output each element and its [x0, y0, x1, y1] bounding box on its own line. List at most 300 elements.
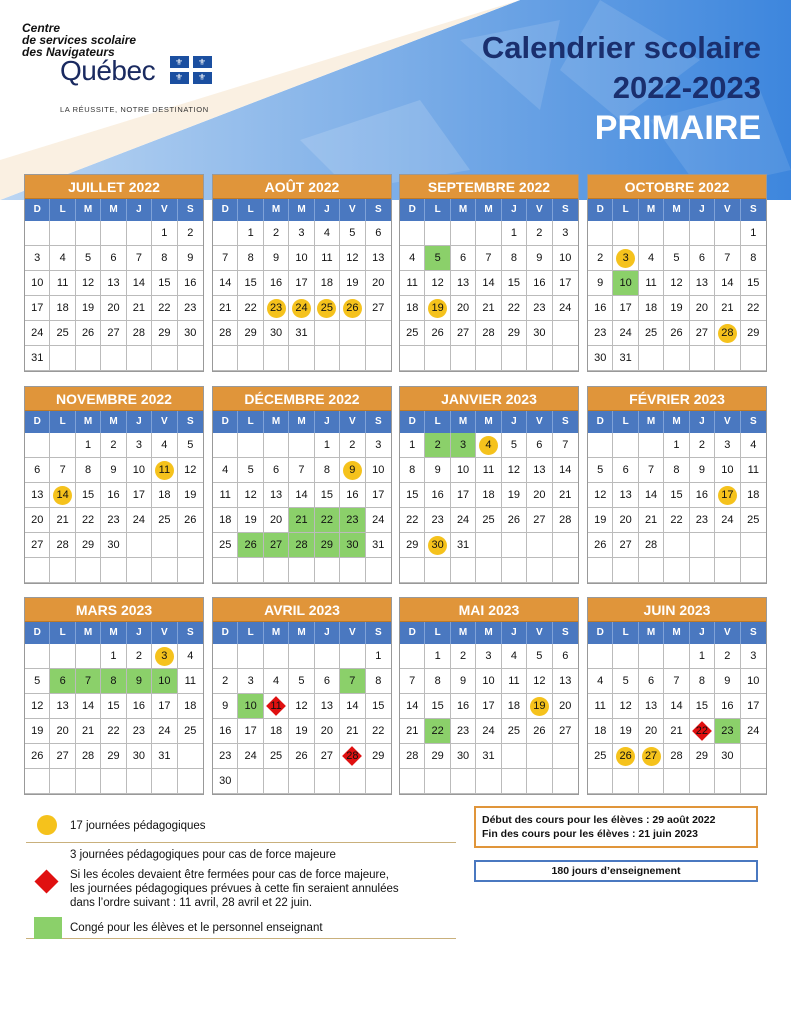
day-cell — [340, 271, 365, 296]
day-number: 7 — [724, 252, 731, 264]
day-cell — [588, 296, 613, 321]
day-number: 5 — [673, 252, 680, 264]
day-number: 25 — [507, 725, 521, 737]
day-cell — [366, 483, 391, 508]
day-number: 2 — [187, 227, 194, 239]
weekday-label: J — [315, 411, 340, 433]
weekday-label: V — [527, 199, 552, 221]
day-cell — [400, 321, 425, 346]
day-number: 18 — [269, 725, 283, 737]
empty-cell — [425, 221, 450, 246]
day-number: 4 — [597, 675, 604, 687]
day-number: 24 — [158, 725, 171, 737]
weekday-label: M — [101, 199, 126, 221]
empty-cell — [451, 346, 476, 371]
day-number: 9 — [187, 252, 194, 264]
day-cell — [178, 694, 203, 719]
day-cell — [588, 458, 613, 483]
empty-cell — [238, 558, 263, 583]
empty-cell — [613, 769, 638, 794]
day-cell — [289, 719, 314, 744]
day-cell — [400, 508, 425, 533]
day-number: 29 — [372, 750, 385, 762]
empty-cell — [25, 769, 50, 794]
day-number: 7 — [349, 675, 356, 687]
day-cell — [101, 508, 126, 533]
day-number: 4 — [648, 252, 655, 264]
day-cell — [50, 669, 75, 694]
day-grid — [400, 644, 578, 794]
empty-cell — [25, 558, 50, 583]
day-number: 31 — [456, 539, 470, 551]
day-number: 6 — [323, 675, 330, 687]
day-cell — [588, 246, 613, 271]
day-number: 4 — [161, 439, 168, 451]
weekday-label: L — [613, 199, 638, 221]
day-cell — [715, 508, 740, 533]
day-cell — [25, 694, 50, 719]
day-number: 20 — [456, 302, 470, 314]
day-number: 22 — [695, 725, 709, 737]
month-calendar — [24, 597, 204, 795]
day-number: 17 — [31, 302, 44, 314]
start-date: Début des cours pour les élèves : 29 août 2022 — [482, 814, 716, 826]
day-number: 30 — [346, 539, 359, 551]
day-cell — [213, 533, 238, 558]
day-number: 20 — [107, 302, 120, 314]
day-cell — [25, 533, 50, 558]
day-cell — [715, 669, 740, 694]
day-cell — [50, 719, 75, 744]
day-cell — [101, 744, 126, 769]
day-cell — [588, 719, 613, 744]
day-cell — [178, 508, 203, 533]
day-number: 24 — [721, 514, 734, 526]
empty-cell — [664, 644, 689, 669]
day-cell — [289, 483, 314, 508]
day-cell — [425, 694, 450, 719]
day-cell — [152, 433, 177, 458]
day-cell — [425, 271, 450, 296]
day-cell — [476, 271, 501, 296]
day-number: 16 — [107, 489, 120, 501]
month-title: AVRIL 2023 — [213, 598, 391, 622]
day-number: 7 — [59, 464, 66, 476]
day-number: 21 — [346, 725, 359, 737]
weekday-label: V — [715, 622, 740, 644]
day-cell — [127, 246, 152, 271]
day-cell — [101, 669, 126, 694]
day-number: 1 — [750, 227, 757, 239]
title-line-2: 2022-2023 — [612, 70, 761, 105]
day-number: 14 — [559, 464, 572, 476]
day-number: 30 — [107, 539, 120, 551]
day-number: 11 — [406, 277, 418, 289]
month-calendar — [587, 174, 767, 372]
weekday-label: J — [502, 199, 527, 221]
day-cell — [50, 321, 75, 346]
title-line-3: PRIMAIRE — [594, 109, 761, 147]
day-number: 21 — [406, 725, 419, 737]
day-number: 26 — [507, 514, 521, 526]
empty-cell — [238, 769, 263, 794]
weekday-label: S — [749, 627, 757, 638]
day-cell — [152, 694, 177, 719]
day-cell — [588, 669, 613, 694]
day-cell — [238, 246, 263, 271]
empty-cell — [553, 533, 578, 558]
day-cell — [152, 221, 177, 246]
day-cell — [400, 719, 425, 744]
day-cell — [664, 433, 689, 458]
day-number: 10 — [482, 675, 495, 687]
day-number: 1 — [110, 650, 117, 662]
empty-cell — [639, 433, 664, 458]
day-number: 5 — [510, 439, 517, 451]
day-cell — [553, 458, 578, 483]
day-cell — [101, 694, 126, 719]
weekday-label: L — [425, 622, 450, 644]
month-calendar — [212, 597, 392, 795]
day-cell — [741, 433, 766, 458]
day-number: 22 — [81, 514, 95, 526]
day-number: 13 — [644, 700, 658, 712]
day-cell — [238, 321, 263, 346]
day-cell — [289, 458, 314, 483]
day-number: 12 — [244, 489, 257, 501]
day-cell — [315, 483, 340, 508]
weekday-label: D — [400, 199, 425, 221]
day-number: 11 — [508, 675, 520, 687]
weekday-label: V — [715, 199, 740, 221]
empty-cell — [340, 644, 365, 669]
day-number: 5 — [536, 650, 543, 662]
day-cell — [588, 744, 613, 769]
day-cell — [400, 744, 425, 769]
month-title: NOVEMBRE 2022 — [25, 387, 203, 411]
day-cell — [366, 669, 391, 694]
day-number: 22 — [372, 725, 385, 737]
empty-cell — [315, 769, 340, 794]
day-cell — [366, 433, 391, 458]
day-number: 26 — [619, 750, 632, 762]
empty-cell — [613, 221, 638, 246]
day-number: 11 — [158, 464, 171, 476]
day-number: 5 — [434, 252, 441, 264]
day-number: 14 — [482, 277, 495, 289]
day-cell — [340, 719, 365, 744]
day-number: 18 — [747, 489, 760, 501]
weekday-label: S — [374, 204, 382, 215]
day-cell — [741, 296, 766, 321]
weekday-label: M — [289, 199, 314, 221]
day-number: 14 — [346, 700, 359, 712]
day-cell — [502, 694, 527, 719]
day-cell — [315, 433, 340, 458]
day-cell — [476, 669, 501, 694]
day-number: 19 — [184, 489, 197, 501]
day-number: 20 — [320, 725, 334, 737]
day-cell — [613, 346, 638, 371]
day-cell — [613, 271, 638, 296]
day-number: 25 — [219, 539, 232, 551]
day-cell — [527, 271, 552, 296]
day-cell — [502, 221, 527, 246]
day-number: 26 — [346, 302, 359, 314]
day-number: 6 — [648, 675, 655, 687]
day-number: 10 — [456, 464, 470, 476]
day-number: 12 — [81, 277, 95, 289]
day-cell — [25, 321, 50, 346]
day-number: 26 — [81, 327, 95, 339]
day-cell — [152, 246, 177, 271]
empty-cell — [476, 558, 501, 583]
day-number: 8 — [247, 252, 254, 264]
day-cell — [264, 744, 289, 769]
empty-cell — [264, 346, 289, 371]
weekday-label: S — [374, 416, 382, 427]
day-cell — [213, 719, 238, 744]
day-number: 22 — [670, 514, 683, 526]
day-number: 23 — [721, 725, 734, 737]
day-number: 17 — [244, 725, 257, 737]
day-number: 7 — [409, 675, 416, 687]
day-number: 9 — [135, 675, 142, 687]
empty-cell — [741, 769, 766, 794]
day-number: 28 — [559, 514, 572, 526]
day-cell — [425, 508, 450, 533]
empty-cell — [289, 769, 314, 794]
day-cell — [238, 508, 263, 533]
empty-cell — [664, 533, 689, 558]
day-cell — [76, 744, 101, 769]
day-grid — [25, 644, 203, 794]
day-cell — [76, 483, 101, 508]
day-number: 16 — [456, 700, 470, 712]
day-cell — [527, 669, 552, 694]
empty-cell — [238, 346, 263, 371]
day-cell — [264, 221, 289, 246]
empty-cell — [639, 769, 664, 794]
day-number: 15 — [107, 700, 120, 712]
day-number: 17 — [132, 489, 146, 501]
day-cell — [152, 483, 177, 508]
weekday-label: D — [213, 622, 238, 644]
day-cell — [178, 296, 203, 321]
weekday-label: V — [715, 411, 740, 433]
day-cell — [664, 321, 689, 346]
day-cell — [553, 719, 578, 744]
empty-cell — [715, 558, 740, 583]
empty-cell — [425, 769, 450, 794]
day-number: 6 — [59, 675, 66, 687]
weekday-label: L — [50, 622, 75, 644]
logo-line-3: des Navigateurs — [22, 45, 115, 59]
weekday-label: M — [101, 622, 126, 644]
empty-cell — [76, 346, 101, 371]
day-cell — [476, 433, 501, 458]
day-number: 6 — [562, 650, 569, 662]
day-number: 14 — [406, 700, 419, 712]
empty-cell — [527, 769, 552, 794]
weekday-label: D — [588, 411, 613, 433]
day-cell — [690, 458, 715, 483]
day-number: 1 — [323, 439, 330, 451]
empty-cell — [340, 558, 365, 583]
day-cell — [588, 321, 613, 346]
month-calendar — [399, 386, 579, 584]
day-cell — [741, 644, 766, 669]
empty-cell — [741, 346, 766, 371]
day-number: 12 — [184, 464, 197, 476]
empty-cell — [152, 533, 177, 558]
day-cell — [178, 221, 203, 246]
weekday-label: D — [588, 622, 613, 644]
day-cell — [238, 669, 263, 694]
day-number: 30 — [594, 352, 607, 364]
weekday-label: S — [749, 204, 757, 215]
day-cell — [50, 483, 75, 508]
empty-cell — [639, 644, 664, 669]
empty-cell — [690, 769, 715, 794]
day-cell — [451, 744, 476, 769]
day-cell — [76, 433, 101, 458]
day-cell — [476, 744, 501, 769]
day-cell — [264, 246, 289, 271]
weekday-label: L — [613, 622, 638, 644]
empty-cell — [76, 644, 101, 669]
day-number: 23 — [695, 514, 709, 526]
month-title: MAI 2023 — [400, 598, 578, 622]
day-cell — [238, 271, 263, 296]
day-cell — [400, 669, 425, 694]
day-number: 10 — [132, 464, 146, 476]
day-cell — [400, 246, 425, 271]
weekday-label: J — [127, 199, 152, 221]
day-number: 9 — [698, 464, 705, 476]
day-cell — [340, 433, 365, 458]
day-number: 31 — [158, 750, 171, 762]
day-number: 29 — [158, 327, 171, 339]
day-number: 27 — [320, 750, 334, 762]
day-number: 28 — [81, 750, 95, 762]
day-cell — [178, 458, 203, 483]
day-number: 31 — [372, 539, 385, 551]
day-cell — [502, 458, 527, 483]
day-cell — [264, 533, 289, 558]
weekday-header — [25, 199, 203, 221]
weekday-label: L — [238, 411, 263, 433]
weekday-header — [588, 622, 766, 644]
day-number: 3 — [460, 439, 467, 451]
day-cell — [502, 246, 527, 271]
day-cell — [715, 271, 740, 296]
day-cell — [264, 694, 289, 719]
day-number: 26 — [670, 327, 683, 339]
weekday-label: V — [527, 622, 552, 644]
empty-cell — [152, 558, 177, 583]
day-cell — [238, 719, 263, 744]
day-number: 19 — [295, 725, 308, 737]
empty-cell — [178, 558, 203, 583]
empty-cell — [502, 744, 527, 769]
day-cell — [289, 296, 314, 321]
day-cell — [238, 458, 263, 483]
day-number: 3 — [562, 227, 569, 239]
day-cell — [425, 321, 450, 346]
day-cell — [315, 694, 340, 719]
weekday-label: D — [25, 622, 50, 644]
day-cell — [315, 246, 340, 271]
day-number: 13 — [695, 277, 709, 289]
day-cell — [340, 694, 365, 719]
day-cell — [639, 669, 664, 694]
day-number: 8 — [161, 252, 168, 264]
empty-cell — [76, 769, 101, 794]
day-cell — [451, 483, 476, 508]
day-number: 21 — [295, 514, 308, 526]
day-cell — [613, 694, 638, 719]
day-cell — [425, 644, 450, 669]
day-number: 24 — [482, 725, 495, 737]
day-number: 25 — [56, 327, 69, 339]
empty-cell — [289, 558, 314, 583]
day-cell — [366, 296, 391, 321]
day-cell — [476, 246, 501, 271]
month-calendar — [24, 386, 204, 584]
day-cell — [502, 296, 527, 321]
day-cell — [527, 719, 552, 744]
day-number: 5 — [597, 464, 604, 476]
empty-cell — [127, 346, 152, 371]
empty-cell — [588, 644, 613, 669]
day-number: 23 — [184, 302, 197, 314]
day-number: 4 — [187, 650, 194, 662]
empty-cell — [101, 558, 126, 583]
day-number: 19 — [670, 302, 683, 314]
day-cell — [425, 296, 450, 321]
day-number: 31 — [31, 352, 44, 364]
day-cell — [613, 719, 638, 744]
day-cell — [502, 669, 527, 694]
day-number: 16 — [132, 700, 146, 712]
day-number: 30 — [132, 750, 146, 762]
day-number: 27 — [31, 539, 44, 551]
day-cell — [101, 644, 126, 669]
day-number: 22 — [507, 302, 521, 314]
day-cell — [553, 644, 578, 669]
weekday-label: M — [639, 622, 664, 644]
day-number: 1 — [375, 650, 382, 662]
day-cell — [451, 644, 476, 669]
day-number: 25 — [644, 327, 658, 339]
day-number: 24 — [747, 725, 760, 737]
day-cell — [639, 533, 664, 558]
day-number: 9 — [273, 252, 280, 264]
day-number: 21 — [644, 514, 658, 526]
weekday-label: D — [25, 411, 50, 433]
day-cell — [366, 644, 391, 669]
day-cell — [527, 694, 552, 719]
day-number: 11 — [56, 277, 69, 289]
weekday-label: S — [186, 416, 194, 427]
day-cell — [690, 321, 715, 346]
day-number: 9 — [460, 675, 467, 687]
empty-cell — [289, 433, 314, 458]
month-title: JANVIER 2023 — [400, 387, 578, 411]
day-cell — [451, 508, 476, 533]
day-cell — [476, 483, 501, 508]
